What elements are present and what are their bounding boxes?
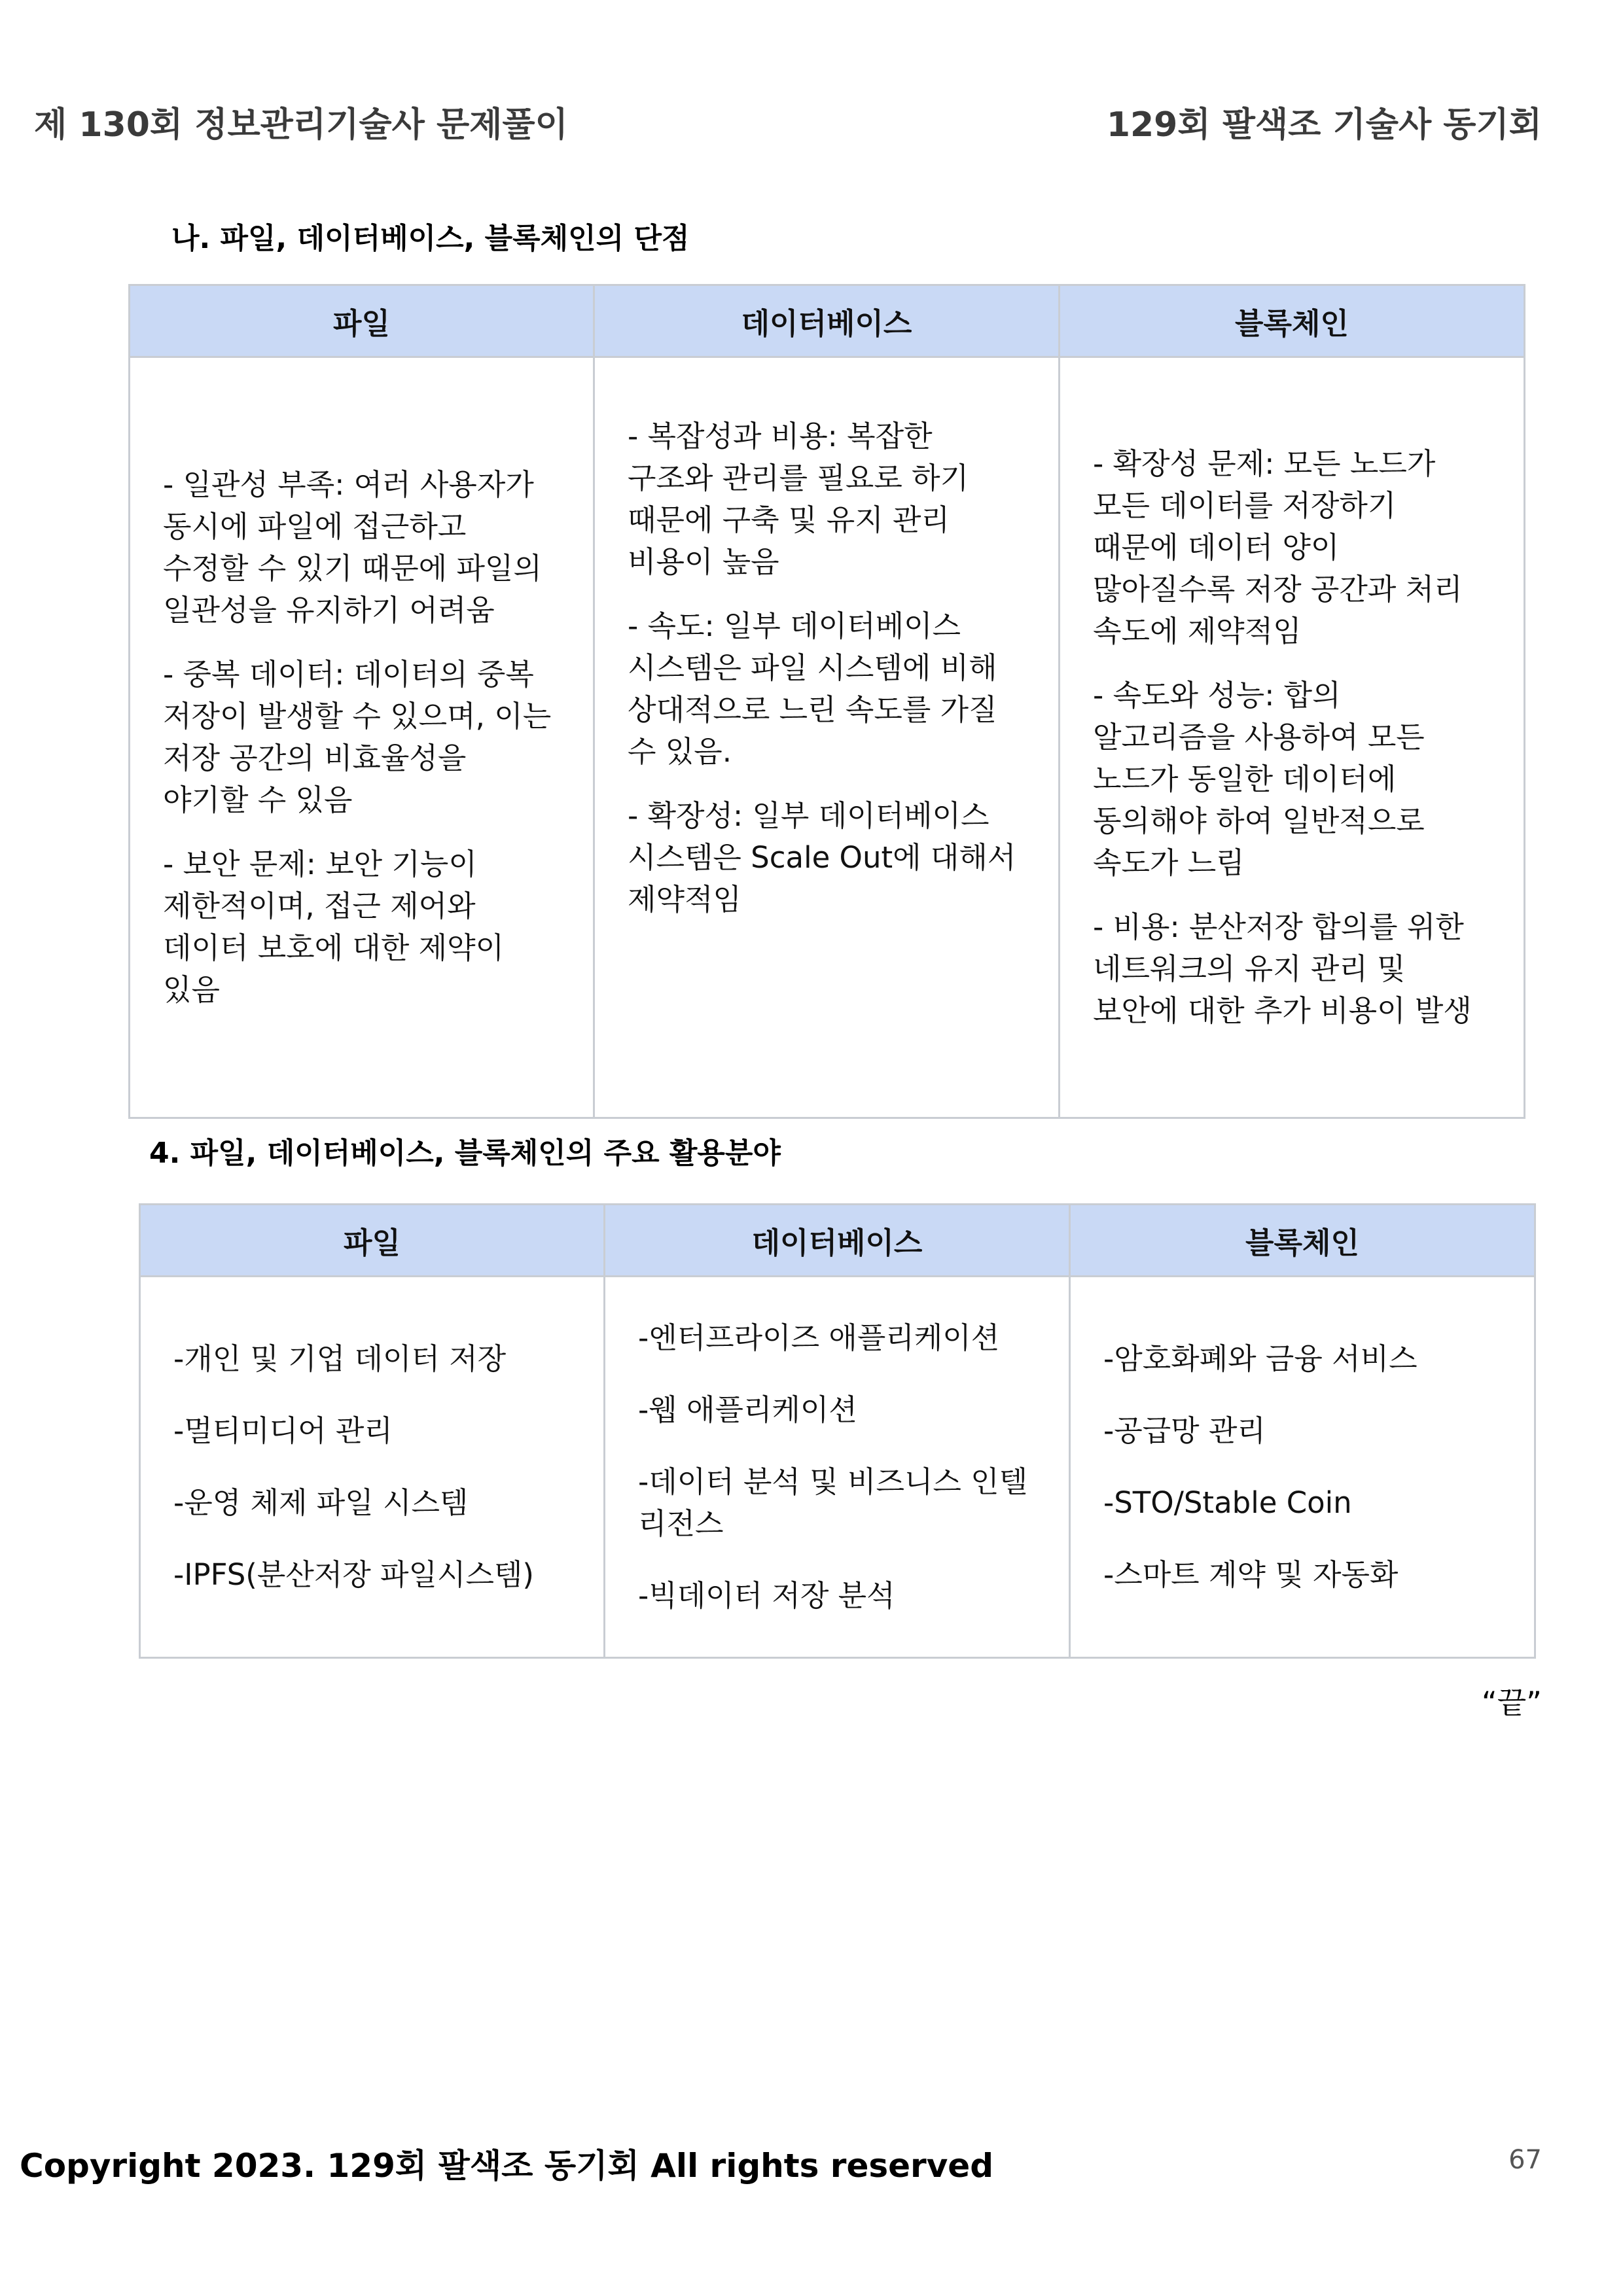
list-item: - 확장성 문제: 모든 노드가 모든 데이터를 저장하기 때문에 데이터 양이 많아질수록 저장 공간과 처리 속도에 제약적임: [1093, 446, 1463, 648]
list-item: -데이터 분석 및 비즈니스 인텔리전스: [638, 1464, 1028, 1541]
section-title-disadvantages: 나. 파일, 데이터베이스, 블록체인의 단점: [171, 222, 690, 255]
list-item: -멀티미디어 관리: [173, 1413, 393, 1448]
list-item: -암호화폐와 금융 서비스: [1103, 1341, 1418, 1376]
list-item: - 비용: 분산저장 합의를 위한 네트워크의 유지 관리 및 보안에 대한 추가 비용이 발생: [1093, 910, 1472, 1028]
list-item: - 확장성: 일부 데이터베이스 시스템은 Scale Out에 대해서 제약적임: [628, 798, 1016, 917]
list-item: -공급망 관리: [1103, 1413, 1266, 1448]
cell-database-disadvantages: [594, 357, 1060, 1118]
table-row: [140, 1277, 1535, 1658]
disadvantages-table: [128, 284, 1525, 1119]
page-number: 67: [1508, 2145, 1542, 2175]
list-item: -웹 애플리케이션: [638, 1392, 857, 1427]
list-item: -빅데이터 저장 분석: [638, 1578, 895, 1613]
column-header-file: 파일: [130, 285, 594, 357]
cell-blockchain-applications: [1070, 1277, 1535, 1658]
list-item: - 중복 데이터: 데이터의 중복 저장이 발생할 수 있으며, 이는 저장 공간의 비효율성을 야기할 수 있음: [163, 657, 552, 817]
list-item: -운영 체제 파일 시스템: [173, 1485, 469, 1520]
section-title-applications: 4. 파일, 데이터베이스, 블록체인의 주요 활용분야: [149, 1137, 781, 1170]
end-mark: “끝”: [1481, 1685, 1542, 1720]
list-item: - 보안 문제: 보안 기능이 제한적이며, 접근 제어와 데이터 보호에 대한 제약이 있음: [163, 847, 505, 1007]
list-item: -IPFS(분산저장 파일시스템): [173, 1557, 534, 1592]
cell-database-applications: [605, 1277, 1070, 1658]
column-header-blockchain: 블록체인: [1070, 1205, 1535, 1277]
cell-blockchain-disadvantages: [1060, 357, 1525, 1118]
header-title-right: 129회 팔색조 기술사 동기회: [1106, 105, 1542, 145]
list-item: - 일관성 부족: 여러 사용자가 동시에 파일에 접근하고 수정할 수 있기 때문에 파일의 일관성을 유지하기 어려움: [163, 467, 542, 627]
column-header-file: 파일: [140, 1205, 605, 1277]
table-header-row: [140, 1205, 1535, 1277]
list-item: -스마트 계약 및 자동화: [1103, 1557, 1399, 1592]
list-item: - 복잡성과 비용: 복잡한 구조와 관리를 필요로 하기 때문에 구축 및 유지 관리 비용이 높음: [628, 419, 969, 579]
column-header-blockchain: 블록체인: [1060, 285, 1525, 357]
table-row: [130, 357, 1525, 1118]
footer-copyright: Copyright 2023. 129회 팔색조 동기회 All rights reserved: [20, 2147, 994, 2185]
applications-table: [139, 1203, 1536, 1659]
list-item: - 속도와 성능: 합의 알고리즘을 사용하여 모든 노드가 동일한 데이터에 동의해야 하여 일반적으로 속도가 느림: [1093, 678, 1425, 880]
table-header-row: [130, 285, 1525, 357]
header-title-left: 제 130회 정보관리기술사 문제풀이: [34, 105, 568, 145]
list-item: -STO/Stable Coin: [1103, 1485, 1352, 1520]
list-item: -개인 및 기업 데이터 저장: [173, 1341, 507, 1376]
cell-file-applications: [140, 1277, 605, 1658]
list-item: -엔터프라이즈 애플리케이션: [638, 1320, 1000, 1355]
column-header-database: 데이터베이스: [594, 285, 1060, 357]
column-header-database: 데이터베이스: [605, 1205, 1070, 1277]
cell-file-disadvantages: [130, 357, 594, 1118]
list-item: - 속도: 일부 데이터베이스 시스템은 파일 시스템에 비해 상대적으로 느린 속도를 가질 수 있음.: [628, 609, 997, 769]
